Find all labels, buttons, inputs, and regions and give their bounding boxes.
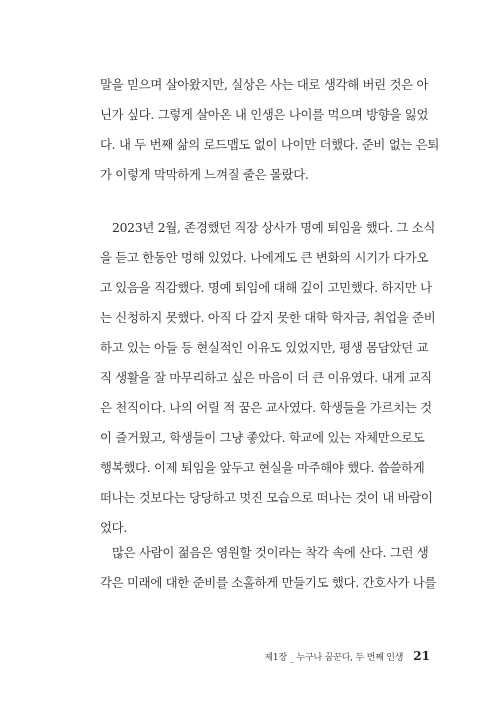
paragraph-line: 가 이렇게 막막하게 느껴질 줄은 몰랐다. [100, 167, 309, 182]
paragraph-line: 2023년 2월, 존경했던 직장 상사가 명예 퇴임을 했다. 그 소식 [112, 220, 435, 235]
paragraph-1 [100, 70, 440, 190]
paragraph-line: 다. 내 두 번째 삶의 로드맵도 없이 나이만 더했다. 준비 없는 은퇴 [100, 137, 440, 152]
paragraph-line: 각은 미래에 대한 준비를 소홀하게 만들기도 했다. 간호사가 나를 [100, 575, 437, 590]
paragraph-line: 었다. [100, 520, 127, 535]
running-head: 제1장 _ 누구나 꿈꾼다, 두 번째 인생 [264, 653, 404, 663]
paragraph-2 [100, 213, 436, 543]
paragraph-line: 이 즐거웠고, 학생들이 그냥 좋았다. 학교에 있는 자체만으로도 [100, 430, 425, 445]
paragraph-3 [100, 538, 437, 598]
paragraph-line: 말을 믿으며 살아왔지만, 실상은 사는 대로 생각해 버린 것은 아 [100, 77, 429, 92]
paragraph-line: 는 신청하지 못했다. 아직 다 갚지 못한 대학 학자금, 취업을 준비 [100, 310, 436, 325]
paragraph-line: 은 천직이다. 나의 어릴 적 꿈은 교사였다. 학생들을 가르치는 것 [100, 400, 432, 415]
page-number: 21 [413, 649, 430, 663]
paragraph-line: 하고 있는 아들 등 현실적인 이유도 있었지만, 평생 몸담았던 교 [100, 340, 429, 355]
paragraph-line: 닌가 싶다. 그렇게 살아온 내 인생은 나이를 먹으며 방향을 잃었 [100, 107, 429, 122]
page-footer [264, 649, 430, 663]
paragraph-line: 직 생활을 잘 마무리하고 싶은 마음이 더 큰 이유였다. 내게 교직 [100, 370, 432, 385]
paragraph-line: 떠나는 것보다는 당당하고 멋진 모습으로 떠나는 것이 내 바람이 [100, 490, 433, 505]
paragraph-line: 을 듣고 한동안 멍해 있었다. 나에게도 큰 변화의 시기가 다가오 [100, 250, 429, 265]
paragraph-line: 많은 사람이 젊음은 영원할 것이라는 착각 속에 산다. 그런 생 [112, 545, 429, 560]
paragraph-line: 고 있음을 직감했다. 명예 퇴임에 대해 깊이 고민했다. 하지만 나 [100, 280, 432, 295]
paragraph-line: 행복했다. 이제 퇴임을 앞두고 현실을 마주해야 했다. 씁쓸하게 [100, 460, 425, 475]
